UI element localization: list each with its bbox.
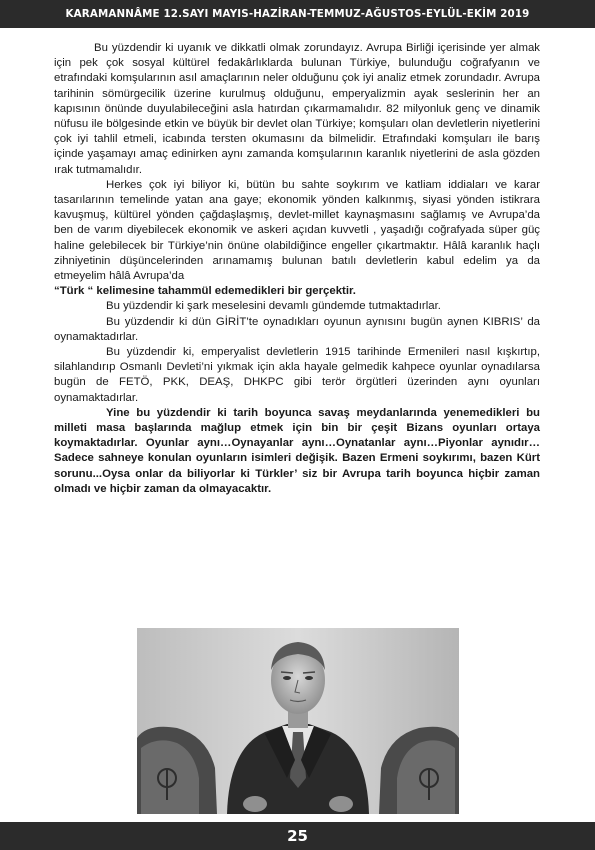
paragraph: Herkes çok iyi biliyor ki, bütün bu sahte soykırım ve katliam iddiaları ve karar tasarılarının temelinde yatan ana gaye; ekonomik yönden kalkınmış, siyasi yönden istikrara kavuşmuş, kültürel yönden çağdaşlaşmış, devlet-millet kaynaşmasını sağlamış ve Avrupa’da ben de varım diyebilecek ekonomik ve askeri açıdan kuvvetli , yaşadığı coğrafyada süper güç haline gelebilecek bir Türkiye’nin önüne olabildiğince engeller çıkartmaktır. Hâlâ karanlık haçlı zihniyetinin düşüncelerinden arınamamış bulunan batılı devletlerin kabul edelim ya da etmeyelim hâlâ Avrupa’da: [54, 178, 540, 283]
running-header: [0, 0, 595, 28]
paragraph: Bu yüzdendir ki, emperyalist devletlerin 1915 tarihinde Ermenileri nasıl kışkırtıp, silahlandırıp Osmanlı Devleti’ni yıkmak için akla hayale gelmedik kahpece oyunlar oynadılarsa bugün de FETÖ, PKK, DEAŞ, DHKPC gibi terör örgütleri üzerinden aynı oyunları oynamaktadırlar.: [54, 346, 540, 404]
portrait-illustration: [137, 628, 459, 814]
bold-paragraph: Yine bu yüzdendir ki tarih boyunca savaş meydanlarında yenemedikleri bu milleti masa başlarında mağlup etmek için bin bir çeşit Bizans oyunları ortaya koymaktadırlar. Oyunlar aynı…Oynayanlar aynı…Oynatanlar aynı…Piyonlar aynıdır…Sadece sahneye konulan oyunların isimleri değişik. Bazen Ermeni soykırımı, bazen Kürt sorunu...Oysa onlar da biliyorlar ki Türkler’ siz bir Avrupa tarih boyunca hiçbir zaman olmadı ve hiçbir zaman da olmayacaktır.: [54, 406, 540, 495]
paragraph: [54, 284, 540, 299]
portrait-photo: [137, 628, 459, 814]
paragraph: Bu yüzdendir ki şark meselesini devamlı gündemde tutmaktadırlar.: [106, 300, 441, 313]
paragraph: Bu yüzdendir ki uyanık ve dikkatli olmak zorundayız. Avrupa Birliği içerisinde yer almak için pek çok sosyal kültürel fedakârlıklarda bulunan Türkiye, bulunduğu coğrafyanın ve etrafındaki komşularının asıl amaçlarının neler olduğunu çok iyi analiz etmek zorundadır. Avrupa tarihinin sömürgecilik üzerine kurulmuş olduğunu, emperyalizmin ayak seslerinin her an kapısının önünde duyulabileceğini asla hatırdan çıkarmamalıdır. 82 milyonluk genç ve dinamik nüfusu ile bölgesinde etkin ve büyük bir devlet olan Türkiye; komşuları olan devletlerin niyetlerini çok iyi tahlil etmeli, icabında tersten okumasını da bilmelidir. Etrafındaki komşuları ile barış içinde yaşamayı amaç edinirken aynı zamanda komşularının karanlık niyetlerini de asla gözden ırak tutmamalıdır.: [54, 42, 540, 176]
header-title: KARAMANNÂME 12.SAYI MAYIS-HAZİRAN-TEMMUZ-AĞUSTOS-EYLÜL-EKİM 2019: [65, 8, 530, 20]
emphasis-word: “Türk “ kelimesine tahammül edemedikleri bir gerçektir.: [54, 285, 356, 298]
page-footer: [0, 822, 595, 850]
article-body: [54, 41, 540, 497]
paragraph: Bu yüzdendir ki dün GİRİT’te oynadıkları oyunun aynısını bugün aynen KIBRIS’ da oynamaktadırlar.: [54, 315, 540, 343]
page-number: 25: [287, 827, 308, 845]
